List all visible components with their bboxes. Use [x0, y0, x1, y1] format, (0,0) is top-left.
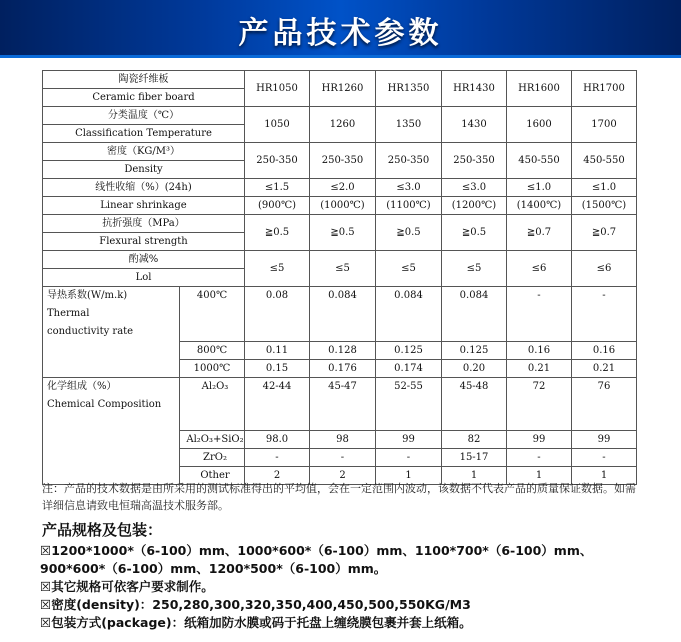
value-cell: (1400℃) — [507, 197, 572, 215]
product-header: HR1430 — [442, 71, 507, 107]
value-cell: ≧0.7 — [507, 215, 572, 251]
value-cell: 45-48 — [442, 378, 507, 431]
value-cell: - — [310, 449, 376, 467]
value-cell: 1260 — [310, 107, 376, 143]
value-cell: - — [572, 287, 637, 342]
chemical-label-line: Chemical Composition — [47, 399, 162, 410]
value-cell: 250-350 — [245, 143, 310, 179]
value-cell: ≤1.0 — [572, 179, 637, 197]
property-label-en: Linear shrinkage — [43, 197, 245, 215]
value-cell: ≤5 — [442, 251, 507, 287]
value-cell: 250-350 — [442, 143, 507, 179]
note-text: 注：产品的技术数据是由所采用的测试标准得出的平均值，会在一定范围内波动，该数据不代表产品的质量保证数据。如需详细信息请致电恒瑞高温技术服务部。 — [42, 482, 636, 512]
value-cell: ≤5 — [245, 251, 310, 287]
value-cell: ≤3.0 — [442, 179, 507, 197]
value-cell: ≤2.0 — [310, 179, 376, 197]
table-row — [43, 107, 637, 125]
table-row — [43, 215, 637, 233]
value-cell: 0.20 — [442, 360, 507, 378]
value-cell: ≧0.5 — [442, 215, 507, 251]
product-header: HR1700 — [572, 71, 637, 107]
page-title: 产品技术参数 — [238, 16, 443, 51]
table-row — [43, 143, 637, 161]
header-banner — [0, 0, 681, 58]
value-cell: ≤5 — [376, 251, 442, 287]
value-cell: (900℃) — [245, 197, 310, 215]
value-cell: - — [507, 287, 572, 342]
value-cell: ≤1.0 — [507, 179, 572, 197]
value-cell: 0.21 — [507, 360, 572, 378]
property-label: 分类温度（℃） — [43, 107, 245, 125]
property-label: 抗折强度（MPa） — [43, 215, 245, 233]
value-cell: 0.16 — [572, 342, 637, 360]
property-label-en: Classification Temperature — [43, 125, 245, 143]
property-label: 线性收缩（%）(24h) — [43, 179, 245, 197]
table-row — [43, 251, 637, 269]
chemical-label — [43, 378, 180, 485]
conductivity-label — [43, 287, 180, 378]
value-cell: ≤5 — [310, 251, 376, 287]
value-cell: 82 — [442, 431, 507, 449]
component-cell: Other — [180, 467, 245, 485]
table-row — [43, 197, 637, 215]
value-cell: 250-350 — [376, 143, 442, 179]
packing-line: ☒包装方式(package)：纸箱加防水膜或码于托盘上缠绕膜包裹并套上纸箱。 — [40, 615, 472, 630]
temperature-cell: 400℃ — [180, 287, 245, 342]
chemical-label-line: 化学组成（%） — [47, 381, 117, 392]
value-cell: 98.0 — [245, 431, 310, 449]
temperature-cell: 800℃ — [180, 342, 245, 360]
value-cell: 99 — [507, 431, 572, 449]
value-cell: 45-47 — [310, 378, 376, 431]
value-cell: 52-55 — [376, 378, 442, 431]
component-cell: ZrO₂ — [180, 449, 245, 467]
value-cell: 0.15 — [245, 360, 310, 378]
value-cell: 0.08 — [245, 287, 310, 342]
value-cell: 0.176 — [310, 360, 376, 378]
value-cell: 450-550 — [507, 143, 572, 179]
table-row — [43, 71, 637, 89]
value-cell: (1500℃) — [572, 197, 637, 215]
value-cell: 0.125 — [442, 342, 507, 360]
component-cell: Al₂O₃ — [180, 378, 245, 431]
value-cell: 1 — [507, 467, 572, 485]
product-header: HR1260 — [310, 71, 376, 107]
value-cell: 0.125 — [376, 342, 442, 360]
property-label-en: Ceramic fiber board — [43, 89, 245, 107]
value-cell: 0.16 — [507, 342, 572, 360]
spec-table — [42, 70, 637, 485]
property-label: 陶瓷纤维板 — [43, 71, 245, 89]
value-cell: 1430 — [442, 107, 507, 143]
value-cell: 1700 — [572, 107, 637, 143]
value-cell: 0.21 — [572, 360, 637, 378]
property-label: 密度（KG/M³） — [43, 143, 245, 161]
value-cell: 99 — [376, 431, 442, 449]
value-cell: (1200℃) — [442, 197, 507, 215]
value-cell: 99 — [572, 431, 637, 449]
value-cell: 0.084 — [376, 287, 442, 342]
value-cell: 0.174 — [376, 360, 442, 378]
value-cell: - — [376, 449, 442, 467]
value-cell: 1050 — [245, 107, 310, 143]
value-cell: ≤3.0 — [376, 179, 442, 197]
value-cell: 2 — [310, 467, 376, 485]
value-cell: 1600 — [507, 107, 572, 143]
packing-line: ☒密度(density)：250,280,300,320,350,400,450,500,550KG/M3 — [40, 597, 471, 612]
table-row — [43, 378, 637, 431]
value-cell: 2 — [245, 467, 310, 485]
value-cell: 15-17 — [442, 449, 507, 467]
value-cell: ≤1.5 — [245, 179, 310, 197]
value-cell: 72 — [507, 378, 572, 431]
table-row — [43, 287, 637, 342]
table-row — [43, 179, 637, 197]
conductivity-label-line: conductivity rate — [47, 326, 134, 337]
property-label-en: Flexural strength — [43, 233, 245, 251]
value-cell: ≤6 — [507, 251, 572, 287]
value-cell: 1 — [442, 467, 507, 485]
packing-line: 900*600*（6-100）mm、1200*500*（6-100）mm。 — [40, 561, 387, 576]
value-cell: 76 — [572, 378, 637, 431]
value-cell: ≧0.5 — [310, 215, 376, 251]
packing-title: 产品规格及包装： — [42, 521, 163, 539]
value-cell: 0.128 — [310, 342, 376, 360]
packing-line: ☒其它规格可依客户要求制作。 — [40, 579, 214, 594]
temperature-cell: 1000℃ — [180, 360, 245, 378]
value-cell: 0.11 — [245, 342, 310, 360]
value-cell: 1350 — [376, 107, 442, 143]
value-cell: - — [572, 449, 637, 467]
conductivity-label-line: 导热系数(W/m.k) — [47, 290, 128, 301]
value-cell: 1 — [376, 467, 442, 485]
packing-line: ☒1200*1000*（6-100）mm、1000*600*（6-100）mm、1100*700*（6-100）mm、 — [40, 543, 593, 558]
value-cell: 0.084 — [310, 287, 376, 342]
value-cell: (1000℃) — [310, 197, 376, 215]
value-cell: 1 — [572, 467, 637, 485]
value-cell: 0.084 — [442, 287, 507, 342]
value-cell: 250-350 — [310, 143, 376, 179]
conductivity-label-line: Thermal — [47, 308, 90, 319]
value-cell: ≧0.5 — [245, 215, 310, 251]
property-label: 酌减% — [43, 251, 245, 269]
value-cell: 98 — [310, 431, 376, 449]
product-header: HR1050 — [245, 71, 310, 107]
value-cell: 42-44 — [245, 378, 310, 431]
value-cell: ≤6 — [572, 251, 637, 287]
property-label-en: Lol — [43, 269, 245, 287]
value-cell: 450-550 — [572, 143, 637, 179]
value-cell: ≧0.5 — [376, 215, 442, 251]
property-label-en: Density — [43, 161, 245, 179]
value-cell: - — [507, 449, 572, 467]
value-cell: - — [245, 449, 310, 467]
value-cell: ≧0.7 — [572, 215, 637, 251]
component-cell: Al₂O₃+SiO₂ — [180, 431, 245, 449]
product-header: HR1600 — [507, 71, 572, 107]
product-header: HR1350 — [376, 71, 442, 107]
value-cell: (1100℃) — [376, 197, 442, 215]
